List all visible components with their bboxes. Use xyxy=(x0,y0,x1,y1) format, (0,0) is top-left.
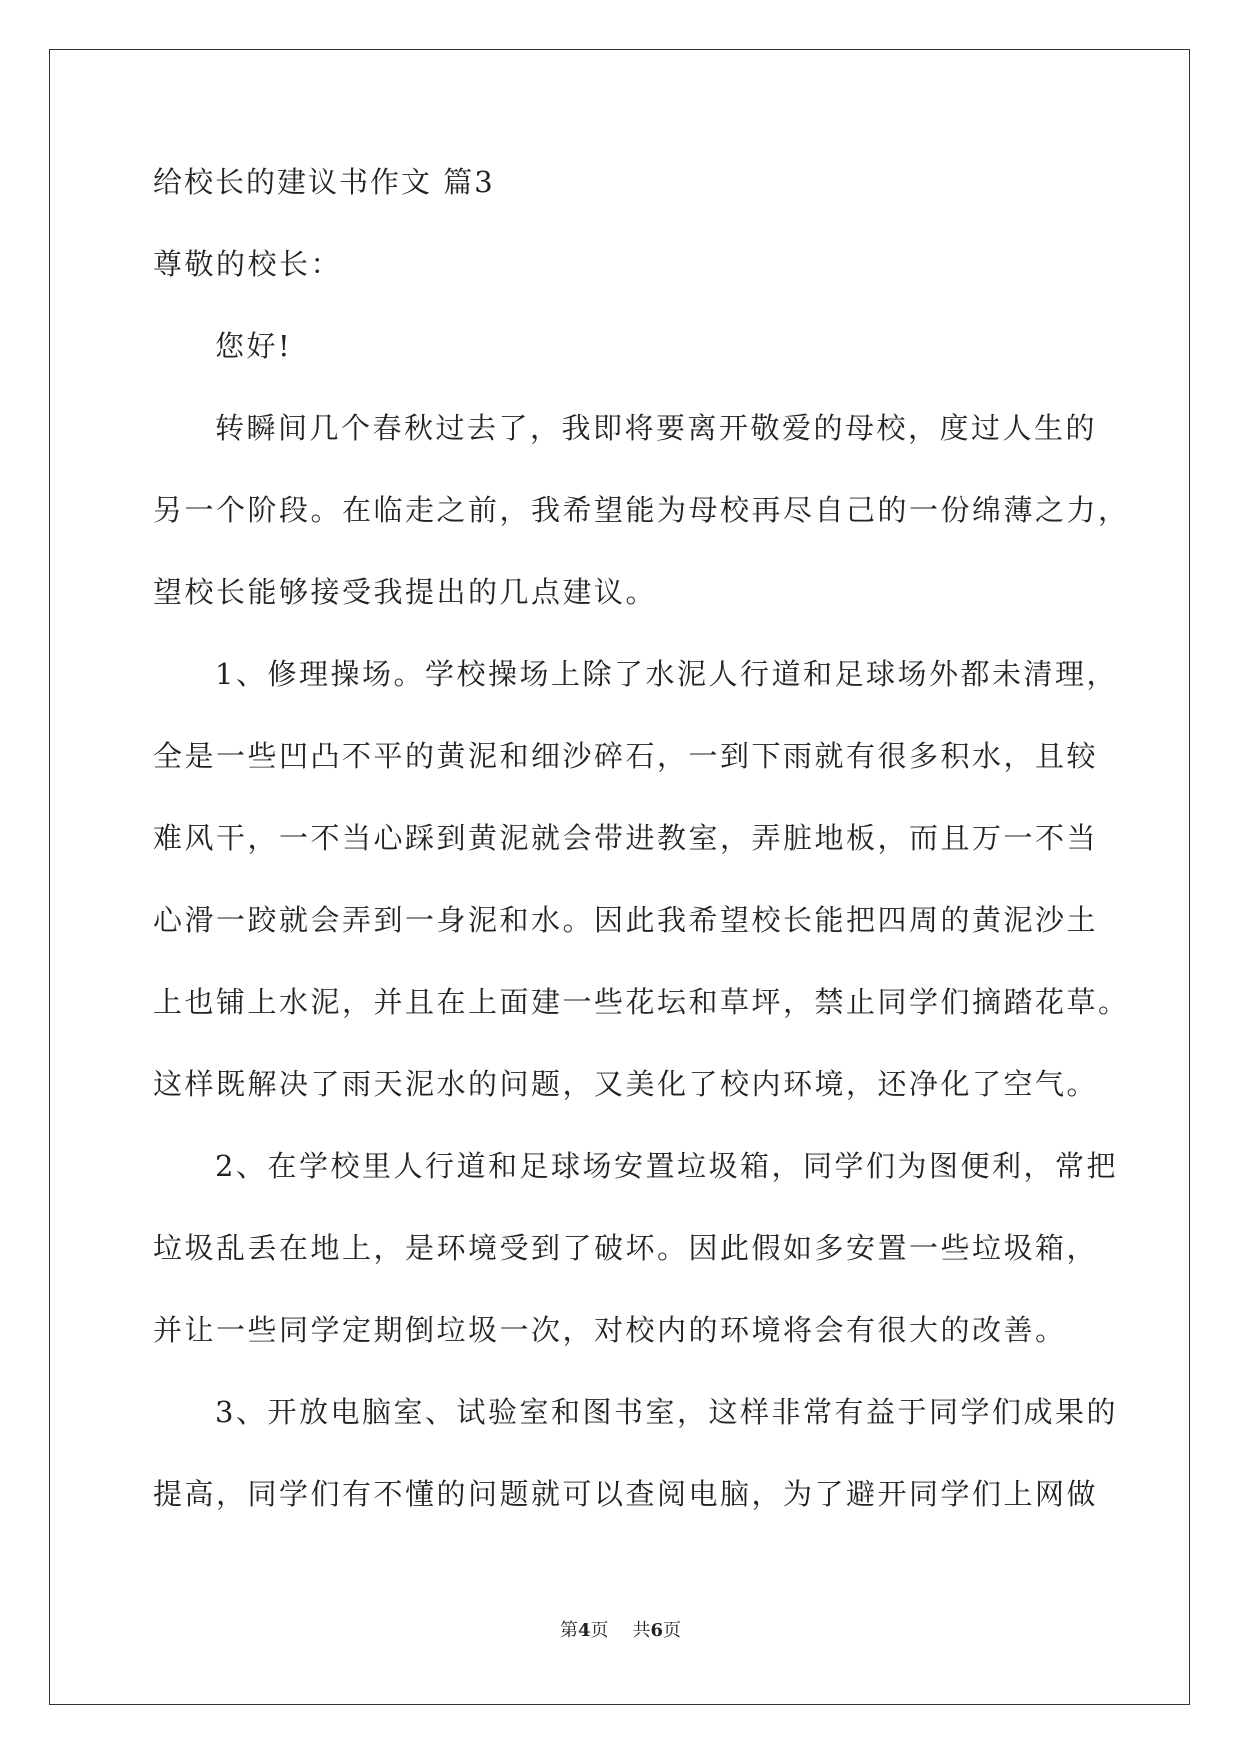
paragraph-line: 这样既解决了雨天泥水的问题，又美化了校内环境，还净化了空气。 xyxy=(153,1067,1099,1101)
paragraph-line: 并让一些同学定期倒垃圾一次，对校内的环境将会有很大的改善。 xyxy=(153,1313,1067,1347)
salutation: 尊敬的校长： xyxy=(153,247,343,281)
paragraph-line: 3、开放电脑室、试验室和图书室，这样非常有益于同学们成果的 xyxy=(215,1395,1118,1429)
document-body xyxy=(153,156,1130,1550)
paragraph-line: 1、修理操场。学校操场上除了水泥人行道和足球场外都未清理， xyxy=(215,657,1118,691)
page-footer xyxy=(0,1616,1241,1642)
page-unit: 页 xyxy=(590,1620,609,1641)
total-page-number: 6 xyxy=(650,1620,664,1641)
paragraph-line: 上也铺上水泥，并且在上面建一些花坛和草坪，禁止同学们摘踏花草。 xyxy=(153,985,1130,1019)
total-unit: 页 xyxy=(663,1620,682,1641)
current-page-number: 4 xyxy=(577,1620,591,1641)
page-prefix: 第 xyxy=(559,1620,578,1641)
total-prefix: 共 xyxy=(632,1620,651,1641)
paragraph-line: 提高，同学们有不懂的问题就可以查阅电脑，为了避开同学们上网做 xyxy=(153,1477,1099,1511)
document-title: 给校长的建议书作文 篇3 xyxy=(153,165,495,199)
paragraph-line: 另一个阶段。在临走之前，我希望能为母校再尽自己的一份绵薄之力， xyxy=(153,493,1130,527)
greeting: 您好! xyxy=(215,329,293,363)
paragraph-line: 转瞬间几个春秋过去了，我即将要离开敬爱的母校，度过人生的 xyxy=(215,411,1098,445)
paragraph-line: 2、在学校里人行道和足球场安置垃圾箱，同学们为图便利，常把 xyxy=(215,1149,1118,1183)
paragraph-line: 望校长能够接受我提出的几点建议。 xyxy=(153,575,658,609)
paragraph-line: 全是一些凹凸不平的黄泥和细沙碎石，一到下雨就有很多积水，且较 xyxy=(153,739,1099,773)
paragraph-line: 难风干，一不当心踩到黄泥就会带进教室，弄脏地板，而且万一不当 xyxy=(153,821,1099,855)
paragraph-line: 垃圾乱丢在地上，是环境受到了破坏。因此假如多安置一些垃圾箱， xyxy=(153,1231,1099,1265)
paragraph-line: 心滑一跤就会弄到一身泥和水。因此我希望校长能把四周的黄泥沙土 xyxy=(153,903,1099,937)
